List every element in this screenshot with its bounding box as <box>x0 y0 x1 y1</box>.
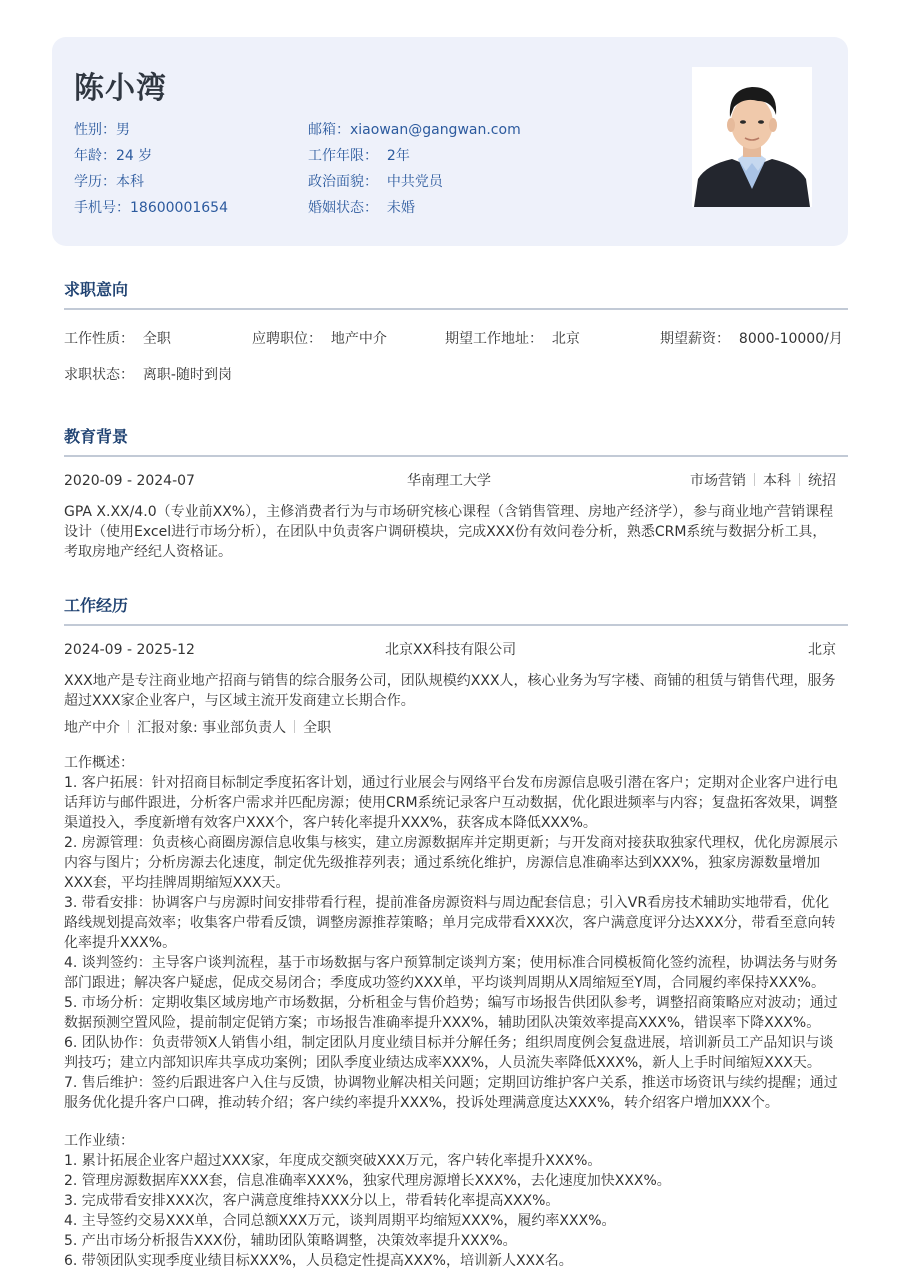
achievement-item: 3. 完成带看安排XXX次，客户满意度维持XXX分以上，带看转化率提高XXX%。 <box>64 1193 560 1209</box>
intent-location-label: 期望工作地址： <box>445 331 543 347</box>
tag-divider <box>799 473 800 486</box>
section-title-intent: 求职意向 <box>64 280 129 299</box>
intent-status <box>64 365 232 385</box>
education-period: 2020-09 - 2024-07 <box>64 473 195 489</box>
intent-location-value: 北京 <box>551 331 580 347</box>
overview-item: 3. 带看安排：协调客户与房源时间安排带看行程，提前准备房源资料与周边配套信息；引入VR看房技术辅助实地带看，优化路线规划提高效率；收集客户带看反馈，调整房源推荐策略；单月完成带看XXX次，客户满意度评分达XXX分，带看至意向转化率提升XXX%。 <box>64 895 836 951</box>
candidate-name: 陈小湾 <box>74 71 167 106</box>
age-value: 24 岁 <box>116 148 153 164</box>
tag-divider <box>294 720 295 733</box>
company-description: XXX地产是专注商业地产招商与销售的综合服务公司，团队规模约XXX人，核心业务为写字楼、商铺的租赁与销售代理，服务超过XXX家企业客户，与区域主流开发商建立长期合作。 <box>64 673 836 709</box>
email-row <box>308 121 521 139</box>
section-title-education: 教育背景 <box>64 427 129 446</box>
portrait-image <box>692 67 812 207</box>
work-tags <box>64 718 331 738</box>
work-achievements <box>64 1131 839 1271</box>
gender-value: 男 <box>116 122 130 138</box>
section-title-work: 工作经历 <box>64 596 129 615</box>
marital-value: 未婚 <box>386 200 415 216</box>
work-city: 北京 <box>808 642 836 658</box>
years-label: 工作年限： <box>308 148 378 164</box>
overview-item: 5. 市场分析：定期收集区域房地产市场数据，分析租金与售价趋势；编写市场报告供团队参考，调整招商策略应对波动；通过数据预测空置风险，提前制定促销方案；市场报告准确率提升XXX%，辅助团队决策效率提高XXX%，错误率下降XXX%。 <box>64 995 838 1031</box>
intent-position <box>252 329 387 349</box>
age-label: 年龄： <box>74 148 116 164</box>
email-label: 邮箱： <box>308 122 350 138</box>
intent-position-label: 应聘职位： <box>252 331 322 347</box>
achievement-item: 6. 带领团队实现季度业绩目标XXX%，人员稳定性提高XXX%，培训新人XXX名。 <box>64 1253 573 1269</box>
education-description: GPA X.XX/4.0（专业前XX%），主修消费者行为与市场研究核心课程（含销售管理、房地产经济学），参与商业地产营销课程设计（使用Excel进行市场分析），在团队中负责客户调研模块，完成XXX份有效问卷分析，熟悉CRM系统与数据分析工具，考取房地产经纪人资格证。 <box>64 504 834 560</box>
achievement-item: 2. 管理房源数据库XXX套，信息准确率XXX%，独家代理房源增长XXX%，去化速度加快XXX%。 <box>64 1173 671 1189</box>
political-label: 政治面貌： <box>308 174 378 190</box>
gender-row <box>74 121 130 139</box>
education-tags <box>690 471 836 491</box>
intent-nature <box>64 329 171 349</box>
intent-salary-value: 8000-10000/月 <box>738 331 843 347</box>
work-tag-report: 汇报对象: 事业部负责人 <box>137 720 287 736</box>
overview-item: 2. 房源管理：负责核心商圈房源信息收集与核实，建立房源数据库并定期更新；与开发商对接获取独家代理权，优化房源展示内容与图片；分析房源去化速度，制定优先级推荐列表；通过系统化维护，房源信息准确率达到XXX%，独家房源数量增加XXX套，平均挂牌周期缩短XXX天。 <box>64 835 838 891</box>
phone-value: 18600001654 <box>130 200 228 216</box>
achievement-item: 4. 主导签约交易XXX单，合同总额XXX万元，谈判周期平均缩短XXX%，履约率XXX%。 <box>64 1213 616 1229</box>
overview-item: 4. 谈判签约：主导客户谈判流程，基于市场数据与客户预算制定谈判方案；使用标准合同模板简化签约流程，协调法务与财务部门跟进；解决客户疑虑，促成交易闭合；季度成功签约XXX单，平均谈判周期从X周缩短至Y周，合同履约率保持XXX%。 <box>64 955 838 991</box>
intent-status-label: 求职状态： <box>64 367 134 383</box>
education-label: 学历： <box>74 174 116 190</box>
intent-salary <box>660 329 843 349</box>
political-row <box>308 173 443 191</box>
work-tag-role: 地产中介 <box>64 720 120 736</box>
intent-position-value: 地产中介 <box>330 331 387 347</box>
section-divider-education <box>64 455 848 457</box>
tag-divider <box>128 720 129 733</box>
age-row <box>74 147 152 165</box>
political-value: 中共党员 <box>386 174 443 190</box>
intent-nature-label: 工作性质： <box>64 331 134 347</box>
profile-photo <box>692 67 812 207</box>
phone-row <box>74 199 228 217</box>
marital-row <box>308 199 415 217</box>
education-tag-degree: 本科 <box>763 473 791 489</box>
intent-location <box>445 329 580 349</box>
overview-item: 7. 售后维护：签约后跟进客户入住与反馈，协调物业解决相关问题；定期回访维护客户关系，推送市场资讯与续约提醒；通过服务优化提升客户口碑，推动转介绍；客户续约率提升XXX%，投诉处理满意度达XXX%，转介绍客户增加XXX个。 <box>64 1075 838 1111</box>
overview-item: 6. 团队协作：负责带领X人销售小组，制定团队月度业绩目标并分解任务；组织周度例会复盘进展，培训新员工产品知识与谈判技巧；建立内部知识库共享成功案例；团队季度业绩达成率XXX%，人员流失率降低XXX%，新人上手时间缩短XXX天。 <box>64 1035 834 1071</box>
education-tag-type: 统招 <box>808 473 836 489</box>
marital-label: 婚姻状态： <box>308 200 378 216</box>
years-value: 2年 <box>386 148 410 164</box>
education-school: 华南理工大学 <box>407 473 491 489</box>
education-tag-major: 市场营销 <box>690 473 746 489</box>
achievement-item: 1. 累计拓展企业客户超过XXX家，年度成交额突破XXX万元，客户转化率提升XXX%。 <box>64 1153 602 1169</box>
section-divider-work <box>64 624 848 626</box>
work-company: 北京XX科技有限公司 <box>385 642 517 658</box>
overview-heading: 工作概述： <box>64 755 134 771</box>
education-value: 本科 <box>116 174 144 190</box>
education-row <box>74 173 144 191</box>
years-row <box>308 147 410 165</box>
achievements-heading: 工作业绩： <box>64 1133 134 1149</box>
overview-item: 1. 客户拓展：针对招商目标制定季度拓客计划，通过行业展会与网络平台发布房源信息吸引潜在客户；定期对企业客户进行电话拜访与邮件跟进，分析客户需求并匹配房源；使用CRM系统记录客户互动数据，优化跟进频率与内容；复盘拓客效果，调整渠道投入，季度新增有效客户XXX个，客户转化率提升XXX%，获客成本降低XXX%。 <box>64 775 838 831</box>
phone-label: 手机号： <box>74 200 130 216</box>
tag-divider <box>754 473 755 486</box>
section-divider-intent <box>64 308 848 310</box>
work-tag-type: 全职 <box>303 720 332 736</box>
intent-nature-value: 全职 <box>142 331 171 347</box>
profile-card <box>52 37 848 246</box>
achievement-item: 5. 产出市场分析报告XXX份，辅助团队策略调整，决策效率提升XXX%。 <box>64 1233 517 1249</box>
intent-status-value: 离职-随时到岗 <box>142 367 232 383</box>
gender-label: 性别： <box>74 122 116 138</box>
email-value[interactable]: xiaowan@gangwan.com <box>350 122 521 138</box>
intent-salary-label: 期望薪资： <box>660 331 730 347</box>
work-overview <box>64 753 839 1113</box>
work-period: 2024-09 - 2025-12 <box>64 642 195 658</box>
